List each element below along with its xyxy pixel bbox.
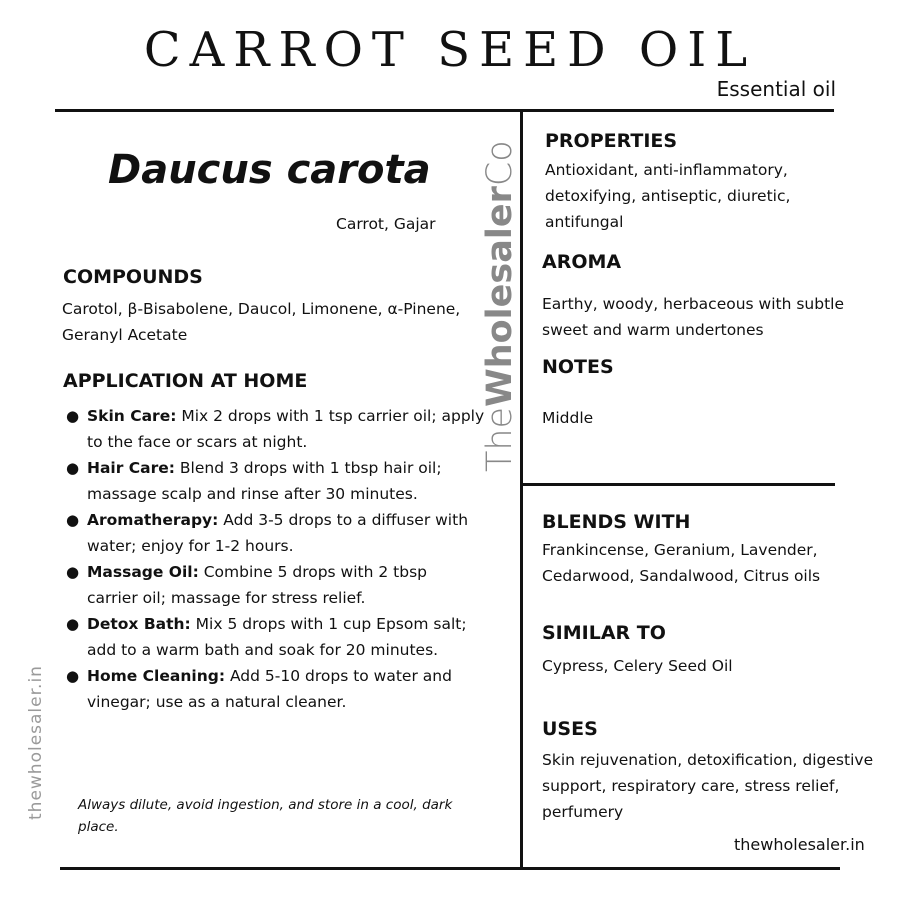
item-text: massage scalp and rinse after 30 minutes. <box>87 485 418 503</box>
compounds-line: Carotol, β-Bisabolene, Daucol, Limonene, α-Pinene, <box>62 300 461 318</box>
item-lead: Hair Care: <box>87 459 175 477</box>
footer-website: thewholesaler.in <box>734 835 865 854</box>
watermark-part: Co <box>480 140 520 187</box>
aroma-line: sweet and warm undertones <box>542 321 764 339</box>
item-text: Combine 5 drops with 2 tbsp <box>198 563 427 581</box>
note-line: Always dilute, avoid ingestion, and store in a cool, dark <box>78 797 453 813</box>
properties-text <box>545 157 865 235</box>
item-text: to the face or scars at night. <box>87 433 308 451</box>
brand-watermark <box>481 112 519 472</box>
item-lead: Massage Oil: <box>87 563 199 581</box>
item-text: water; enjoy for 1-2 hours. <box>87 537 294 555</box>
species-name: Daucus carota <box>108 147 431 193</box>
uses-line: Skin rejuvenation, detoxification, digestive <box>542 751 874 769</box>
item-text: carrier oil; massage for stress relief. <box>87 589 366 607</box>
list-item <box>63 507 503 559</box>
list-item <box>63 403 503 455</box>
item-text: vinegar; use as a natural cleaner. <box>87 693 347 711</box>
bullet-icon: ● <box>66 511 80 529</box>
notes-text: Middle <box>542 409 594 427</box>
page-title: CARROT SEED OIL <box>143 22 757 78</box>
uses-line: support, respiratory care, stress relief, <box>542 777 840 795</box>
side-watermark: thewholesaler.in <box>26 665 46 820</box>
bullet-icon: ● <box>66 667 80 685</box>
watermark-part: Wholesaler <box>480 186 520 407</box>
right-mid-divider <box>523 483 835 486</box>
item-text: Add 3-5 drops to a diffuser with <box>218 511 469 529</box>
list-item <box>63 559 503 611</box>
list-item <box>63 455 503 507</box>
item-text: Mix 2 drops with 1 tsp carrier oil; apply <box>176 407 485 425</box>
uses-text <box>542 747 887 825</box>
item-lead: Detox Bath: <box>87 615 191 633</box>
compounds-heading: COMPOUNDS <box>63 266 203 288</box>
application-heading: APPLICATION AT HOME <box>63 370 308 392</box>
aroma-line: Earthy, woody, herbaceous with subtle <box>542 295 845 313</box>
common-names: Carrot, Gajar <box>336 215 436 233</box>
vertical-divider <box>520 112 523 868</box>
bullet-icon: ● <box>66 407 80 425</box>
aroma-text <box>542 291 872 343</box>
compounds-line: Geranyl Acetate <box>62 326 188 344</box>
bullet-icon: ● <box>66 563 80 581</box>
properties-line: detoxifying, antiseptic, diuretic, <box>545 187 791 205</box>
item-text: Blend 3 drops with 1 tbsp hair oil; <box>174 459 442 477</box>
list-item <box>63 611 503 663</box>
bottom-divider <box>60 867 840 870</box>
compounds-text <box>62 296 512 348</box>
item-text: Mix 5 drops with 1 cup Epsom salt; <box>190 615 467 633</box>
page-subtitle: Essential oil <box>716 77 836 101</box>
similar-text: Cypress, Celery Seed Oil <box>542 657 733 675</box>
blends-line: Frankincense, Geranium, Lavender, <box>542 541 818 559</box>
similar-heading: SIMILAR TO <box>542 622 666 644</box>
item-lead: Home Cleaning: <box>87 667 226 685</box>
item-lead: Aromatherapy: <box>87 511 219 529</box>
notes-heading: NOTES <box>542 356 614 378</box>
list-item <box>63 663 503 715</box>
bullet-icon: ● <box>66 615 80 633</box>
aroma-heading: AROMA <box>542 251 622 273</box>
item-text: Add 5-10 drops to water and <box>225 667 452 685</box>
item-text: add to a warm bath and soak for 20 minutes. <box>87 641 439 659</box>
application-list <box>63 403 503 715</box>
top-divider <box>55 109 834 112</box>
uses-line: perfumery <box>542 803 624 821</box>
safety-note <box>78 794 478 838</box>
note-line: place. <box>78 819 119 835</box>
blends-line: Cedarwood, Sandalwood, Citrus oils <box>542 567 821 585</box>
watermark-part: The <box>480 406 520 472</box>
properties-heading: PROPERTIES <box>545 130 678 152</box>
blends-text <box>542 537 872 589</box>
item-lead: Skin Care: <box>87 407 177 425</box>
bullet-icon: ● <box>66 459 80 477</box>
blends-heading: BLENDS WITH <box>542 511 691 533</box>
properties-line: Antioxidant, anti-inflammatory, <box>545 161 788 179</box>
uses-heading: USES <box>542 718 598 740</box>
properties-line: antifungal <box>545 213 624 231</box>
